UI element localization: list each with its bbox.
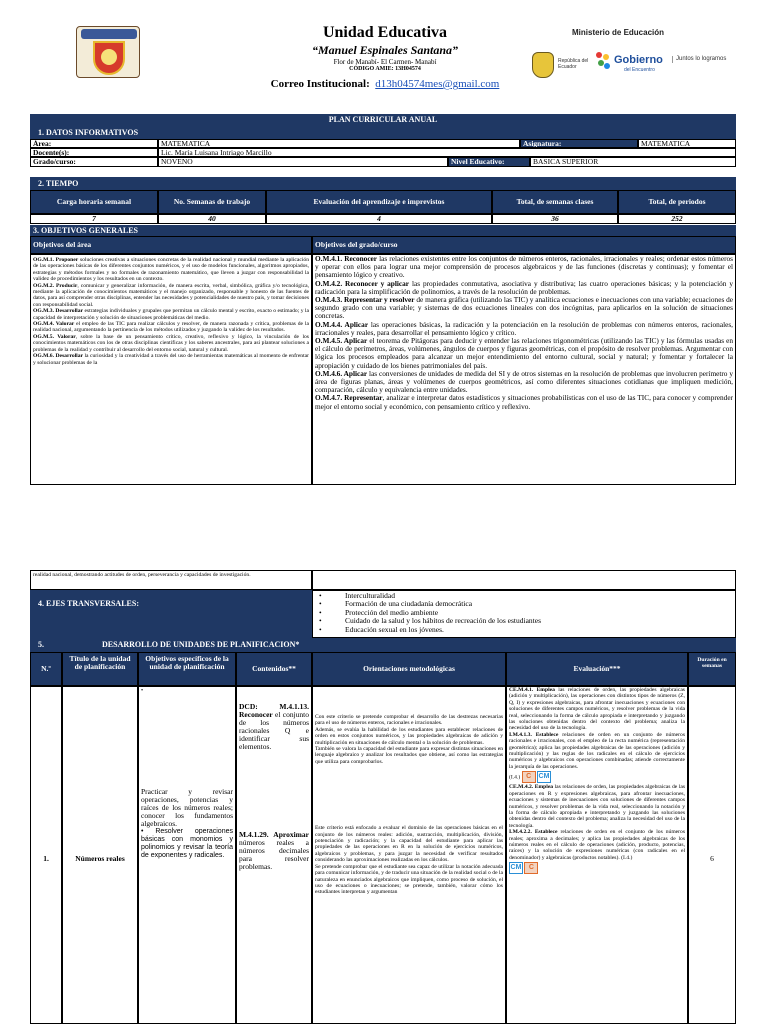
tiempo-header-total-semanas: Total, de semanas clases — [492, 190, 618, 214]
gobierno-logo-icon — [596, 52, 612, 72]
objetivos-area-header: Objetivos del área — [30, 236, 312, 254]
col-header-objetivos: Objetivos específicos de la unidad de planificación — [138, 652, 236, 686]
objetivo-bullet: • — [141, 688, 144, 694]
contenido-item: DCD: M.4.1.13. Reconocer el conjunto de los números racionales Q e identificar sus elementos. — [239, 702, 309, 751]
tiempo-header-carga: Carga horaria semanal — [30, 190, 158, 214]
tiempo-value-total-semanas: 36 — [492, 214, 618, 224]
ejes-list — [315, 592, 733, 634]
email-link[interactable]: d13h04574mes@gmail.com — [375, 78, 500, 90]
tiempo-header-total-periodos: Total, de periodos — [618, 190, 736, 214]
school-location: Flor de Manabí- El Carmen- Manabí — [333, 58, 437, 66]
objetivo-especifico-1: Practicar y revisar operaciones, potencias y raíces de los números reales; conocer los fundamentos algebraicos. — [141, 787, 233, 828]
col-header-contenidos: Contenidos** — [236, 652, 312, 686]
school-seal-logo — [76, 26, 140, 78]
desarrollo-section-number: 5. — [38, 640, 44, 649]
eje-item: • Cuidado de la salud y los hábitos de recreación de los estudiantes — [315, 617, 733, 625]
asignatura-label: Asignatura: — [520, 139, 638, 148]
school-amie-code: CÓDIGO AMIE: 13H04574 — [349, 66, 421, 72]
objetivo-grado-item: O.M.4.2. Reconocer y aplicar las propiedades conmutativa, asociativa y distributiva; las cuatro operaciones básicas; y la potenciación y radicación para la simplificación de polinomios, a través de la resolución de problemas. — [315, 278, 733, 296]
objetivos-grado-continuation — [312, 570, 736, 590]
section-ejes-transversales: 4. EJES TRANSVERSALES: — [30, 590, 312, 638]
grado-label: Grado/curso: — [30, 157, 158, 167]
school-email-line — [200, 78, 570, 90]
tiempo-header-evaluacion: Evaluación del aprendizaje e imprevistos — [266, 190, 492, 214]
plan-title: PLAN CURRICULAR ANUAL — [30, 114, 736, 126]
objetivo-especifico-2: • Resolver operaciones básicas con monomios y polinomios y revisar la teoría de exponentes y radicales. — [141, 828, 233, 859]
area-label: Área: — [30, 139, 158, 148]
evaluacion-indicador: I.M.4.1.3. Establece relaciones de orden en un conjunto de números racionales e irracionales, con el empleo de la recta numérica (representación geométrica); aplica las propiedades algebraicas de las operaciones (adición y multiplicación) y las reglas de los radicales en el cálculo de ejercicios numéricos y algebraicos con operaciones combinadas; atiende correctamente la jerarquía de las operaciones. — [509, 731, 685, 770]
tiempo-value-evaluacion: 4 — [266, 214, 492, 224]
evaluacion-indicador: I.M.4.2.2. Establece relaciones de orden en el conjunto de los números reales; aproxima a decimales; y aplica las propiedades algebraicas de los números reales en el cálculo de operaciones (adición, producto, potencias, raíces) y la solución de expresiones numéricas (con radicales en el denominador) y algebraicas (productos notables). (I.4.) — [509, 829, 685, 861]
juntos-slogan: Juntos lo logramos — [672, 56, 726, 63]
row-objetivos — [138, 686, 236, 1024]
ecuador-crest-logo — [532, 52, 554, 78]
area-value: MATEMATICA — [158, 139, 520, 148]
orientacion-paragraph: Se pretende comprobar que el estudiante sea capaz de utilizar la notación adecuada para comunicar información, y de traducir una situación de la realidad social o de la naturaleza en enunciados algebraicos que impliquen, como proceso de solución, el uso de ecuaciones o inecuaciones; se pretende, también, valorar cómo los estudiantes interpretan y argumentan — [315, 863, 503, 896]
eje-item: • Interculturalidad — [315, 592, 733, 600]
docente-label: Docente(s): — [30, 148, 158, 157]
eje-item: • Formación de una ciudadanía democrática — [315, 600, 733, 608]
objetivo-area-item: OG.M.5. Valorar, sobre la base de un pensamiento crítico, creativo, reflexivo y lógico, la vinculación de los conocimientos matemáticos con los de otras disciplinas científicas y los saberes ancestrales, para así plantear soluciones a problemas de la realidad y contribuir al desarrollo del entorno social, natural y cultural. — [33, 333, 309, 353]
row-titulo: Números reales — [62, 686, 138, 1024]
section-objetivos-generales: 3. OBJETIVOS GENERALES — [30, 225, 736, 236]
docente-value: Lic. María Luisana Intriago Marcillo — [158, 148, 736, 157]
cm-badge-icon: CM — [537, 771, 551, 783]
ministry-name: Ministerio de Educación — [572, 28, 665, 37]
cm-badge-icon: CM — [509, 862, 523, 874]
objetivo-area-item: OG.M.3. Desarrollar estrategias individuales y grupales que permitan un cálculo mental y escrito, exacto o estimado; y la capacidad de interpretación y solución de situaciones problemáticas del medio. — [33, 308, 310, 321]
c-badge-icon: C — [522, 771, 536, 783]
evaluacion-badges — [509, 862, 685, 874]
eje-item: • Educación sexual en los jóvenes. — [315, 626, 733, 634]
orientacion-paragraph: Además, se evalúa la habilidad de los estudiantes para establecer relaciones de orden en estos conjuntos numéricos, y las propiedades algebraicas de adición y multiplicación en situaciones de cálculo mental o la solución de problemas. — [315, 726, 503, 746]
nivel-value: BASICA SUPERIOR — [530, 157, 736, 167]
row-orientaciones — [312, 686, 506, 1024]
objetivo-area-continuation: realidad nacional, demostrando actitudes de orden, perseverancia y capacidades de investigación. — [30, 570, 312, 590]
school-title: Unidad Educativa — [322, 24, 448, 41]
gobierno-label: Gobierno — [614, 54, 663, 66]
col-header-duracion: Duración en semanas — [688, 652, 736, 686]
page-2 — [0, 568, 768, 1024]
asignatura-value: MATEMATICA — [638, 139, 736, 148]
orientacion-paragraph: Con este criterio se pretende comprobar el desarrollo de las destrezas necesarias para el uso de números enteros, racionales e irracionales. — [315, 714, 503, 727]
row-contenidos — [236, 686, 312, 1024]
grado-value: NOVENO — [158, 157, 448, 167]
objetivo-area-item: OG.M.4. Valorar el empleo de las TIC para realizar cálculos y resolver, de manera razonada y crítica, problemas de la realidad nacional, argumentando la pertinencia de los métodos utilizados y juzgando la validez de los resultados. — [33, 321, 309, 334]
evaluacion-criterio: CE.M.4.1. Emplea las relaciones de orden, las propiedades algebraicas (adición y multiplicación), las operaciones con distintos tipos de números (Z, Q, I) y expresiones algebraicas, para afrontar inecuaciones y ecuaciones con soluciones de diferentes campos numéricos, y resolver problemas de la vida real, seleccionando la forma de cálculo apropiada e interpretando y juzgando las soluciones obtenidas dentro del contexto del problema; analiza la necesidad del uso de la tecnología. — [509, 687, 685, 732]
page-1 — [0, 0, 768, 500]
objetivo-grado-item: O.M.4.1. Reconocer las relaciones existentes entre los conjuntos de números enteros, racionales, irracionales y reales; ordenar estos números y operar con ellos para lograr una mejor comprensión de procesos algebraicos y de las funciones (discretas y continuas); y fomentar el pensamiento lógico y creativo. — [315, 254, 733, 280]
col-header-titulo: Título de la unidad de planificación — [62, 652, 138, 686]
objetivo-area-item: OG.M.1. Proponer soluciones creativas a situaciones concretas de la realidad nacional y mundial mediante la aplicación de las operaciones básicas de los diferentes conjuntos numéricos, y el uso de modelos funcionales, algoritmos apropiados, estrategias y métodos formales y no formales de razonamiento matemático, que lleven a juzgar con responsabilidad la validez de procedimientos y los resultados en un contexto. — [33, 257, 309, 283]
objetivo-grado-item: O.M.4.7. Representar, analizar e interpretar datos estadísticos y situaciones probabilísticas con el uso de las TIC, para conocer y comprender mejor el entorno social y económico, con pensamiento crítico y reflexivo. — [315, 393, 733, 411]
desarrollo-section-title: DESARROLLO DE UNIDADES DE PLANIFICACION* — [102, 640, 300, 649]
evaluacion-criterio: CE.M.4.2. Emplea las relaciones de orden, las propiedades algebraicas de las operaciones en R y expresiones algebraicas, para afrontar inecuaciones, ecuaciones y sistemas de inecuaciones con soluciones de diferentes campos numéricos, y resolver problemas de la vida real, seleccionando la notación y la forma de cálculo apropiada e interpretando y juzgando las soluciones obtenidas dentro del contexto del problema; analiza la necesidad del uso de la tecnología. — [509, 784, 685, 829]
col-header-orientaciones: Orientaciones metodológicas — [312, 652, 506, 686]
col-header-num: N.º — [30, 652, 62, 686]
objetivo-grado-item: O.M.4.6. Aplicar las conversiones de unidades de medida del SI y de otros sistemas en la resolución de problemas que involucren perímetro y área de figuras planas, áreas y volúmenes de cuerpos geométricos, así como diferentes situaciones cotidianas que impliquen medición, comparación, cálculo y equivalencia entre unidades. — [315, 368, 733, 395]
objetivos-grado-header: Objetivos del grado/curso — [312, 236, 736, 254]
school-name: “Manuel Espinales Santana” — [311, 43, 459, 57]
objetivos-grado-list — [312, 254, 736, 485]
email-label: Correo Institucional: — [270, 78, 370, 90]
evaluacion-ref: (I.4.) — [509, 774, 521, 781]
encuentro-label: del Encuentro — [624, 67, 655, 73]
tiempo-value-semanas: 40 — [158, 214, 266, 224]
objetivo-grado-item: O.M.4.4. Aplicar las operaciones básicas, la radicación y la potenciación en la resolución de problemas con números enteros, racionales, irracionales y reales, para desarrollar el pensamiento lógico y crítico. — [315, 319, 733, 337]
objetivo-area-item: OG.M.2. Producir, comunicar y generalizar información, de manera escrita, verbal, simbólica, gráfica y/o tecnológica, mediante la aplicación de conocimientos matemáticos y el manejo organizado, responsable y honesto de las fuentes de datos, para así comprender otras disciplinas, entender las necesidades y potencialidades de nuestro país, y tomar decisiones con responsabilidad social. — [33, 282, 309, 308]
orientacion-paragraph: Este criterio está enfocado a evaluar el dominio de las operaciones básicas en el conjunto de los números reales: adición, sustracción, multiplicación, división, potenciación y radicación; y la capacidad del estudiante para aplicar las propiedades de las operaciones en R en la solución de ejercicios numéricos, algebraicos y problemas, y para juzgar la necesidad de verificar resultados considerando las aproximaciones realizadas en los cálculos. — [315, 825, 503, 864]
row-number: 1. — [30, 686, 62, 1024]
row-evaluacion — [506, 686, 688, 1024]
contenido-item: M.4.1.29. Aproximar números reales a números decimales para resolver problemas. — [239, 830, 309, 871]
republica-label: República del Ecuador — [558, 58, 589, 70]
tiempo-value-carga: 7 — [30, 214, 158, 224]
objetivo-grado-item: O.M.4.5. Aplicar el teorema de Pitágoras para deducir y entender las relaciones trigonométricas (utilizando las TIC) y las fórmulas usadas en el cálculo de perímetros, áreas, volúmenes, ángulos de cuerpos y figuras geométricas, con el propósito de resolver problemas. Argumentar con lógica los procesos empleados para alcanzar un mejor entendimiento del entorno cultural, social y natural; y fomentar y fortalecer la apropiación y cuidado de los bienes patrimoniales del país. — [315, 336, 733, 370]
objetivo-area-item: OG.M.6. Desarrollar la curiosidad y la creatividad a través del uso de herramientas matemáticas al momento de enfrentar y solucionar problemas de la — [33, 353, 310, 366]
col-header-evaluacion: Evaluación*** — [506, 652, 688, 686]
row-duracion: 6 — [688, 686, 736, 1024]
orientacion-paragraph: También se valora la capacidad del estudiante para expresar distintas situaciones en lenguaje algebraico y analizar los resultados que obtiene, así como las estrategias que utiliza para comprobarlos. — [315, 746, 503, 765]
c-badge-icon: C — [524, 862, 538, 874]
section-datos-informativos: 1. DATOS INFORMATIVOS — [30, 126, 736, 139]
tiempo-value-total-periodos: 252 — [618, 214, 736, 224]
objetivos-area-list — [30, 254, 312, 485]
nivel-label: Nivel Educativo: — [448, 157, 530, 167]
objetivo-grado-item: O.M.4.3. Representar y resolver de manera gráfica (utilizando las TIC) y analítica ecuaciones e inecuaciones con una variable; ecuaciones de segundo grado con una variable; y sistemas de dos ecuaciones lineales con dos incógnitas, para aplicarlos en la solución de situaciones concretas. — [315, 295, 734, 321]
eje-item: • Protección del medio ambiente — [315, 609, 733, 617]
evaluacion-badges — [509, 771, 685, 783]
section-desarrollo — [30, 638, 736, 652]
page-gap — [0, 500, 768, 568]
section-tiempo: 2. TIEMPO — [30, 177, 736, 190]
tiempo-header-semanas: No. Semanas de trabajo — [158, 190, 266, 214]
ejes-list-cell — [312, 590, 736, 638]
